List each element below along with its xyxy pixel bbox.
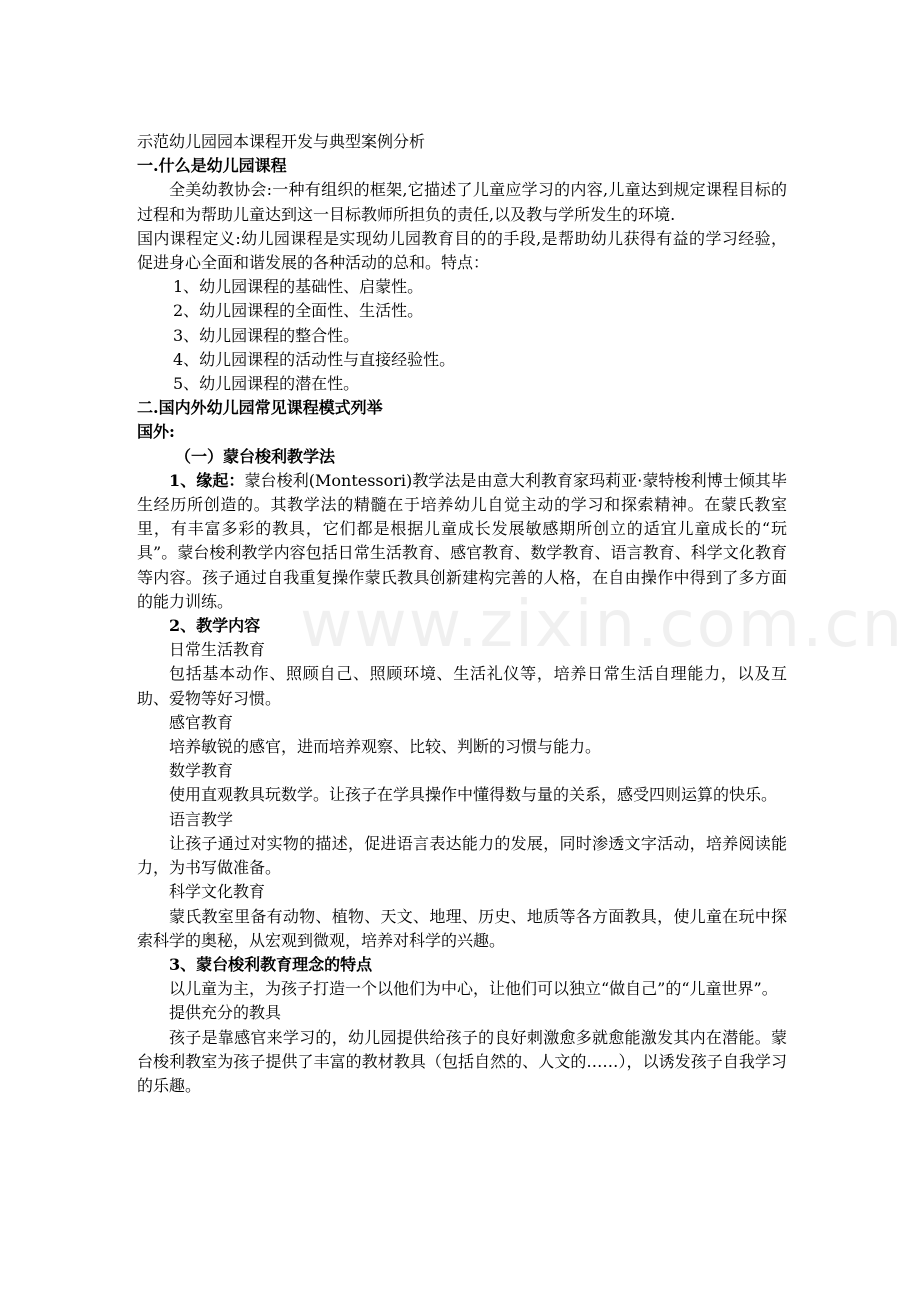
watermark: www.zixin.com.cn [300, 588, 905, 662]
origin-text: 蒙台梭利(Montessori)教学法是由意大利教育家玛莉亚·蒙特梭利博士倾其毕生经历所创造的。其教学法的精髓在于培养幼儿自觉主动的学习和探索精神。在蒙氏教室里，有丰富多彩的教具，它们都是根据儿童成长发展敏感期所创立的适宜儿童成长的“玩具”。蒙台梭利教学内容包括日常生活教育、感官教育、数学教育、语言教育、科学文化教育等内容。孩子通过自我重复操作蒙氏教具创新建构完善的人格，在自由操作中得到了多方面的能力训练。 [137, 470, 787, 611]
content-item-desc: 培养敏锐的感官，进而培养观察、比较、判断的习惯与能力。 [169, 737, 602, 757]
feature-item: 5、幼儿园课程的潜在性。 [173, 374, 360, 394]
feature-item: 2、幼儿园课程的全面性、生活性。 [173, 301, 424, 321]
document-page [137, 130, 787, 1098]
feature-item: 3、幼儿园课程的整合性。 [173, 325, 360, 345]
philosophy-heading: 3、蒙台梭利教育理念的特点 [169, 954, 373, 974]
content-item-name: 日常生活教育 [169, 640, 266, 660]
philosophy-paragraph: 孩子是靠感官来学习的，幼儿园提供给孩子的良好刺激愈多就愈能激发其内在潜能。蒙台梭利教室为孩子提供了丰富的教材教具（包括自然的、人文的……），以诱发孩子自我学习的乐趣。 [137, 1027, 787, 1095]
origin-paragraph [137, 469, 787, 614]
content-item-name: 语言教学 [169, 809, 234, 829]
content-heading: 2、教学内容 [169, 616, 261, 636]
content-item-desc: 包括基本动作、照顾自己、照顾环境、生活礼仪等，培养日常生活自理能力，以及互助、爱物等好习惯。 [137, 664, 787, 708]
content-item-name: 感官教育 [169, 712, 234, 732]
philosophy-subheading: 提供充分的教具 [169, 1003, 282, 1023]
feature-item: 1、幼儿园课程的基础性、启蒙性。 [173, 277, 424, 297]
section1-heading: 一.什么是幼儿园课程 [137, 156, 287, 176]
content-item-name: 科学文化教育 [169, 882, 266, 902]
origin-label: 1、缘起： [169, 470, 245, 490]
document-title: 示范幼儿园园本课程开发与典型案例分析 [137, 132, 426, 151]
definition-us: 全美幼教协会:一种有组织的框架,它描述了儿童应学习的内容,儿童达到规定课程目标的过程和为帮助儿童达到这一目标教师所担负的责任,以及教与学所发生的环境. [137, 180, 787, 224]
section2-heading: 二.国内外幼儿园常见课程模式列举 [137, 398, 383, 418]
content-item-desc: 让孩子通过对实物的描述，促进语言表达能力的发展，同时渗透文字活动，培养阅读能力，为书写做准备。 [137, 833, 787, 878]
foreign-label: 国外: [137, 422, 175, 442]
content-item-desc: 使用直观教具玩数学。让孩子在学具操作中懂得数与量的关系，感受四则运算的快乐。 [169, 785, 778, 805]
philosophy-paragraph: 以儿童为主，为孩子打造一个以他们为中心，让他们可以独立“做自己”的“儿童世界”。 [169, 979, 778, 999]
definition-cn: 国内课程定义:幼儿园课程是实现幼儿园教育目的的手段,是帮助幼儿获得有益的学习经验，促进身心全面和谐发展的各种活动的总和。特点： [137, 228, 787, 273]
content-item-name: 数学教育 [169, 761, 234, 781]
montessori-heading: （一）蒙台梭利教学法 [175, 446, 336, 466]
feature-item: 4、幼儿园课程的活动性与直接经验性。 [173, 349, 456, 369]
content-item-desc: 蒙氏教室里备有动物、植物、天文、地理、历史、地质等各方面教具，使儿童在玩中探索科学的奥秘，从宏观到微观，培养对科学的兴趣。 [137, 906, 787, 950]
